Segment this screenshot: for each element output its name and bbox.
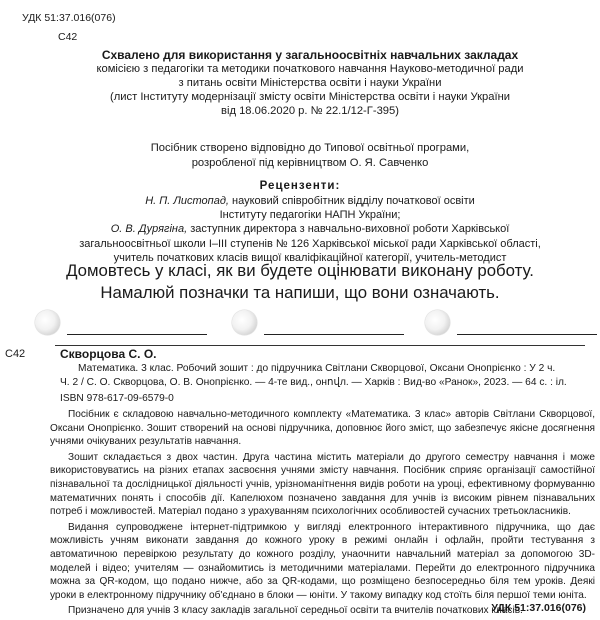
reviewers-heading: Рецензенти: — [259, 180, 341, 192]
reviewer-1-role: науковий співробітник відділу початкової освіти — [228, 195, 475, 207]
reviewer-2-line — [60, 222, 560, 236]
circle-icon[interactable] — [232, 310, 257, 335]
approval-title: Схвалено для використання у загальноосвітніх навчальних закладах — [101, 48, 519, 62]
reviewer-2-org: загальноосвітньої школи І–ІІІ ступенів № 126 Харківської міської ради Харківської області, — [79, 237, 541, 250]
catalog-index-bibliographic: C42 — [5, 348, 26, 360]
symbol-slot-2 — [232, 304, 422, 344]
program-line: Посібник створено відповідно до Типової освітньої програми, — [150, 142, 470, 154]
biblio-line: Ч. 2 / С. О. Скворцова, О. В. Онопрієнко. — 4-те вид., онովл. — Харків : Вид-во «Ранок», 2023. — 64 с. : іл. — [60, 376, 567, 388]
annotation-text — [50, 408, 595, 620]
symbol-slot-3 — [425, 304, 600, 344]
symbol-slot-1 — [35, 304, 225, 344]
annotation-paragraph: Зошит складається з двох частин. Друга частина містить матеріали до другого семестру навчання і може використовуватись на різних етапах засвоєння учнями змісту навчання. Посібник сприяє організації самостійної пізнавальної та дослідницької діяльності учнів, урізноманітнення видів роботи на уроці, ефективному формуванню математичних понять і способів дії. Капелюхом позначено завдання для учнів із високим рівнем пізнавальних потреб і можливостей. Матеріал подано з урахуванням психологічних особливостей сучасних третьокласників. — [50, 451, 595, 518]
author-name: Скворцова С. О. — [60, 347, 157, 361]
approval-block — [60, 48, 560, 118]
udk-code-footer: УДК 51:37.016(076) — [491, 602, 586, 614]
instruction-line: Намалюй позначки та напиши, що вони означають. — [100, 283, 500, 302]
circle-icon[interactable] — [35, 310, 60, 335]
reviewer-1-name: Н. П. Листопад, — [145, 195, 229, 207]
reviewer-2-name: О. В. Дурягіна, — [110, 223, 188, 236]
program-note — [60, 141, 560, 170]
instruction-line: Домовтесь у класі, як ви будете оцінювати виконану роботу. — [66, 261, 534, 280]
annotation-paragraph: Посібник є складовою навчально-методичного комплекту «Математика. 3 клас» авторів Світлани Скворцової, Оксани Онопрієнко. Зошит створений на основі підручника, доповнює його зміст, що забезпечує якісне досягнення учнями очікуваних результатів навчання. — [50, 409, 595, 448]
approval-line: з питань освіти Міністерства освіти і науки України — [178, 77, 442, 89]
reviewer-2-title: учитель початкових класів вищої кваліфікаційної категорії, учитель-методист — [113, 251, 507, 264]
reviewers-block — [60, 194, 560, 265]
approval-line: від 18.06.2020 р. № 22.1/12-Г-395) — [221, 105, 399, 117]
program-line: розробленої під керівництвом О. Я. Савченко — [191, 156, 429, 169]
answer-line[interactable] — [264, 334, 404, 335]
approval-line: комісією з педагогіки та методики початкового навчання Науково-методичної ради — [96, 63, 524, 75]
annotation-paragraph: Видання супроводжене інтернет-підтримкою у вигляді електронного інтерактивного підручника, що дає можливість учням виконати завдання до кожного уроку в режимі онлайн і офлайн, пройти тестування з автоматичною перевіркою результату до кожного розділу, унаочнити навчальний матеріал за допомогою 3D-моделей і відео; учителям — ознайомитись із методичними матеріалами. Перейти до електронного підручника можна за QR-кодом, що подано нижче, або за QR-кодами, що розміщено безпосередньо біля тем уроків. Деякі уроки в електронному підручнику об'єднано в блоки — юніти. У такому випадку код стоїть біля першої теми юніта. — [50, 521, 595, 601]
answer-line[interactable] — [67, 334, 207, 335]
isbn: ISBN 978-617-09-6579-0 — [60, 393, 174, 404]
annotation-paragraph: Призначено для учнів 3 класу закладів загальної середньої освіти та вчителів початкових класів. — [68, 605, 523, 617]
catalog-index: C42 — [58, 31, 78, 43]
instruction-block — [20, 260, 580, 304]
reviewer-2-role: заступник директора з навчально-виховної роботи Харківської — [187, 223, 510, 236]
bibliographic-description — [60, 362, 600, 390]
approval-line: (лист Інституту модернізації змісту освіти Міністерства освіти і науки України — [109, 91, 510, 103]
answer-line[interactable] — [457, 334, 597, 335]
reviewer-1-org: Інституту педагогіки НАПН України; — [219, 209, 401, 222]
symbol-legend-row — [0, 304, 600, 344]
biblio-line: Математика. 3 клас. Робочий зошит : до підручника Світлани Скворцової, Оксани Онопрієнко : У 2 ч. — [78, 363, 556, 374]
reviewer-1-line — [60, 194, 560, 208]
udk-code: УДК 51:37.016(076) — [22, 12, 116, 24]
divider — [55, 345, 585, 346]
circle-icon[interactable] — [425, 310, 450, 335]
